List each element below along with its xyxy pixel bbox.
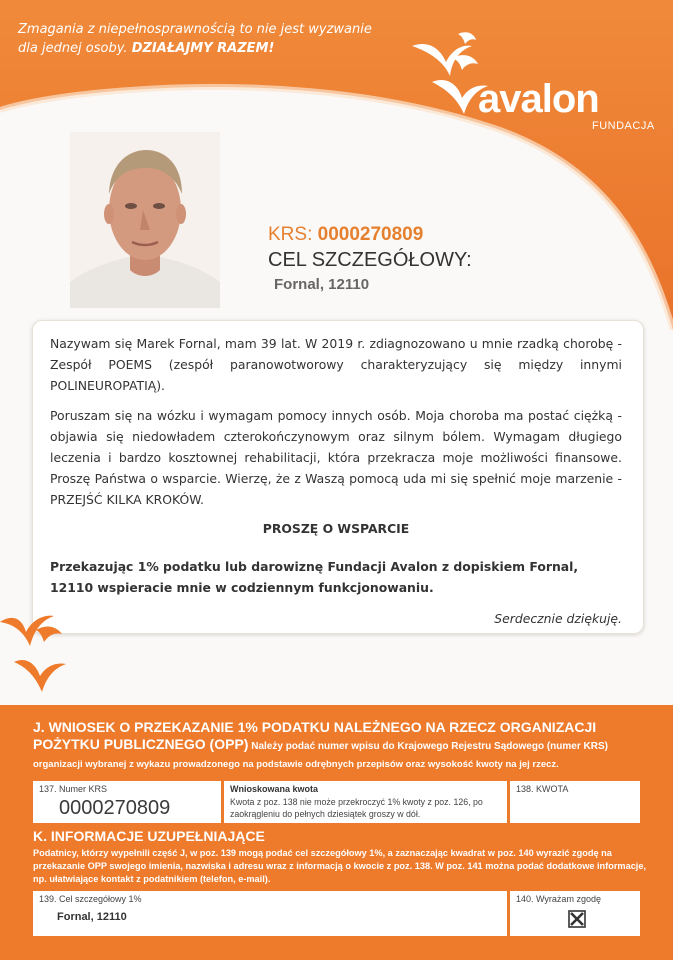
- section-j-description: organizacji wybranej z wykazu prowadzonego na podstawie odrębnych przepisów oraz wysokość kwoty na jej rzecz.: [33, 759, 559, 770]
- field-139-value: Fornal, 12110: [57, 911, 127, 923]
- wnioskowana-kwota-box: [224, 781, 507, 823]
- krs-number: 0000270809: [317, 224, 424, 245]
- letter-appeal: Przekazując 1% podatku lub darowiznę Fundacji Avalon z dopiskiem Fornal, 12110 wspieracie mnie w codziennym funkcjonowaniu.: [50, 559, 579, 595]
- slogan-line-2a: dla jednej osoby.: [18, 41, 132, 56]
- field-137-label: 137. Numer KRS: [39, 784, 108, 794]
- slogan: [18, 20, 378, 58]
- cel-szczegolowy-label: CEL SZCZEGÓŁOWY:: [268, 249, 472, 271]
- tax-form-section: [0, 705, 673, 960]
- krs-label: KRS:: [268, 224, 318, 245]
- field-140-zgoda[interactable]: [510, 891, 640, 936]
- decorative-birds-icon: [0, 600, 80, 700]
- letter-card: [32, 320, 644, 634]
- cel-szczegolowy-value: Fornal, 12110: [274, 276, 370, 293]
- section-k-title: K. INFORMACJE UZUPEŁNIAJĄCE: [33, 828, 265, 844]
- section-j-title-note: Należy podać numer wpisu do Krajowego Rejestru Sądowego (numer KRS): [248, 741, 608, 752]
- consent-checkbox-icon[interactable]: [567, 909, 587, 929]
- slogan-line-2b: DZIAŁAJMY RAZEM!: [131, 41, 275, 56]
- avalon-logo-subtitle: FUNDACJA: [592, 120, 655, 132]
- letter-paragraph-2: Poruszam się na wózku i wymagam pomocy innych osób. Moja choroba ma postać ciężką - objawia się niedowładem czterokończynowym oraz silnym bólem. Wymagam długiego leczenia i bardzo kosztownej rehabilitacji, która przekracza moje możliwości finansowe. Proszę Państwa o wsparcie. Wierzę, że z Waszą pomocą uda mi się spełnić moje marzenie - PRZEJŚĆ KILKA KROKÓW.: [50, 408, 622, 507]
- wnioskowana-description: Kwota z poz. 138 nie może przekroczyć 1% kwoty z poz. 126, po zaokrągleniu do pełnych dziesiątek groszy w dół.: [230, 797, 483, 819]
- section-j-title-main: J. WNIOSEK O PRZEKAZANIE 1% PODATKU NALEŻNEGO NA RZECZ ORGANIZACJI POŻYTKU PUBLICZNEGO (OPP): [33, 719, 597, 752]
- letter-heading: PROSZĘ O WSPARCIE: [262, 521, 410, 536]
- portrait-photo: [70, 132, 220, 308]
- letter-closing: Serdecznie dziękuję.: [494, 611, 622, 626]
- krs-heading: [268, 224, 423, 246]
- wnioskowana-label: Wnioskowana kwota: [230, 784, 319, 794]
- field-138-kwota[interactable]: [510, 781, 640, 823]
- field-137-krs[interactable]: [33, 781, 221, 823]
- field-139-cel[interactable]: [33, 891, 507, 936]
- section-j-title: [33, 719, 643, 755]
- field-138-label: 138. KWOTA: [516, 784, 569, 794]
- letter-paragraph-1: Nazywam się Marek Fornal, mam 39 lat. W 2019 r. zdiagnozowano u mnie rzadką chorobę - Zespół POEMS (zespół paranowotworowy charakteryzujący się między innymi POLINEUROPATIĄ).: [50, 336, 622, 393]
- slogan-line-1: Zmagania z niepełnosprawnością to nie jest wyzwanie: [18, 22, 372, 37]
- field-137-value: 0000270809: [59, 797, 171, 819]
- field-140-label: 140. Wyrażam zgodę: [516, 894, 601, 904]
- section-k-description: Podatnicy, którzy wypełnili część J, w poz. 139 mogą podać cel szczegółowy 1%, a zaznaczając kwadrat w poz. 140 wyrazić zgodę na przekazanie OPP swojego imienia, nazwiska i adresu wraz z informacją o kwocie z poz. 138. W poz. 141 można podać dodatkowe informacje, np. ułatwiające kontakt z podatnikiem (telefon, e-mail).: [33, 848, 647, 884]
- field-139-label: 139. Cel szczegółowy 1%: [39, 894, 142, 904]
- avalon-logo-text: avalon: [478, 77, 599, 121]
